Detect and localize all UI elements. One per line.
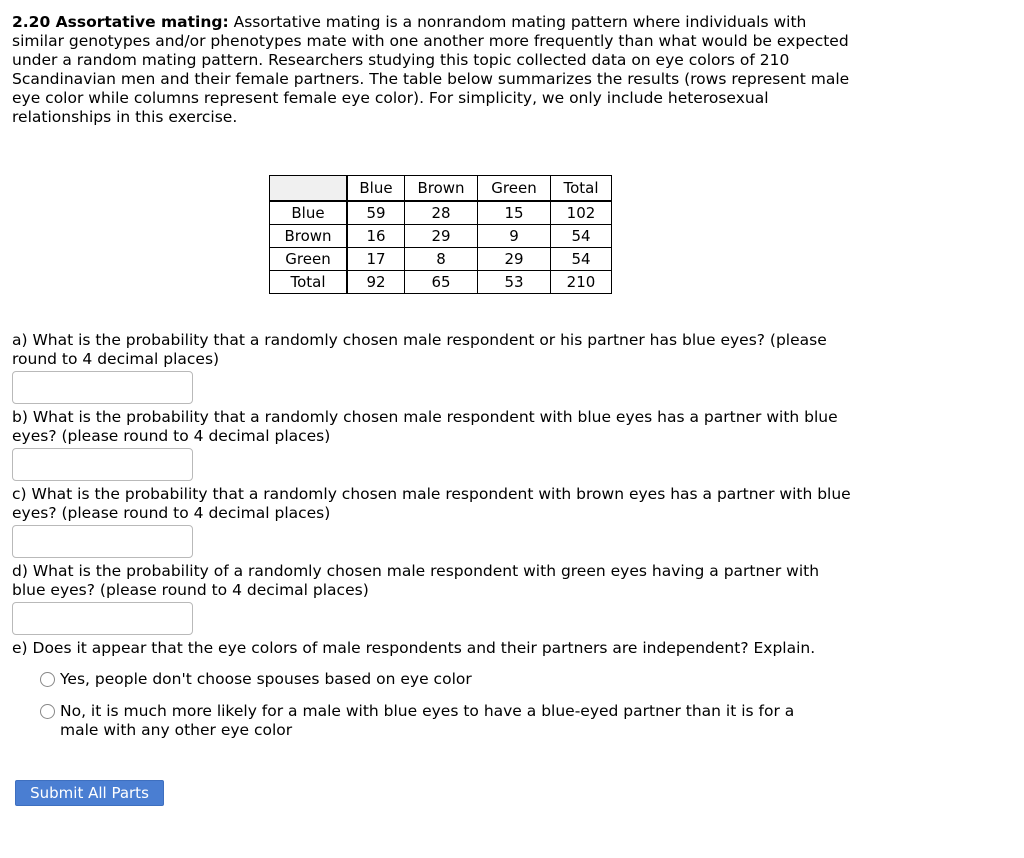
table-row xyxy=(270,248,612,271)
table-row xyxy=(270,201,612,225)
table-cell: 15 xyxy=(478,201,551,225)
option-yes-radio[interactable] xyxy=(40,672,55,687)
table-cell: 102 xyxy=(551,201,612,225)
problem-title: 2.20 Assortative mating: xyxy=(12,13,229,31)
option-yes-label: Yes, people don't choose spouses based on eye color xyxy=(60,670,472,688)
table-header-row xyxy=(270,176,612,202)
table-cell: 28 xyxy=(405,201,478,225)
answer-b-input[interactable] xyxy=(12,448,193,481)
answer-d-input[interactable] xyxy=(12,602,193,635)
table-cell: 210 xyxy=(551,271,612,294)
table-cell: 54 xyxy=(551,225,612,248)
row-header-blue: Blue xyxy=(270,201,348,225)
problem-text: Assortative mating is a nonrandom mating pattern where individuals with similar genotypes and/or phenotypes mate with one another more frequently than what would be expected under a random mating pattern. Researchers studying this topic collected data on eye colors of 210 Scandinavian men and their female partners. The table below summarizes the results (rows represent male eye color while columns represent female eye color). For simplicity, we only include heterosexual relationships in this exercise. xyxy=(12,13,850,126)
table-cell: 29 xyxy=(478,248,551,271)
table-cell: 29 xyxy=(405,225,478,248)
table-cell: 53 xyxy=(478,271,551,294)
table-cell: 16 xyxy=(347,225,405,248)
table-row xyxy=(270,271,612,294)
col-header-blue: Blue xyxy=(347,176,405,202)
row-header-brown: Brown xyxy=(270,225,348,248)
answer-a-input[interactable] xyxy=(12,371,193,404)
eye-color-table xyxy=(269,175,612,294)
option-no-radio[interactable] xyxy=(40,704,55,719)
submit-all-parts-button[interactable]: Submit All Parts xyxy=(15,780,164,806)
table-row xyxy=(270,225,612,248)
table-cell: 65 xyxy=(405,271,478,294)
table-cell: 17 xyxy=(347,248,405,271)
question-a: a) What is the probability that a randomly chosen male respondent or his partner has blue eyes? (please round to 4 decimal places) xyxy=(12,331,827,368)
table-cell: 59 xyxy=(347,201,405,225)
col-header-brown: Brown xyxy=(405,176,478,202)
option-no[interactable] xyxy=(40,702,840,740)
question-c: c) What is the probability that a randomly chosen male respondent with brown eyes has a partner with blue eyes? (please round to 4 decimal places) xyxy=(12,485,851,522)
table-cell: 92 xyxy=(347,271,405,294)
option-yes[interactable] xyxy=(40,670,840,689)
table-cell: 54 xyxy=(551,248,612,271)
answer-c-input[interactable] xyxy=(12,525,193,558)
col-header-total: Total xyxy=(551,176,612,202)
table-cell: 8 xyxy=(405,248,478,271)
col-header-green: Green xyxy=(478,176,551,202)
row-header-total: Total xyxy=(270,271,348,294)
problem-intro xyxy=(12,13,857,127)
row-header-green: Green xyxy=(270,248,348,271)
table-cell: 9 xyxy=(478,225,551,248)
table-corner-cell xyxy=(270,176,348,202)
question-e: e) Does it appear that the eye colors of male respondents and their partners are independent? Explain. xyxy=(12,639,816,657)
question-d: d) What is the probability of a randomly chosen male respondent with green eyes having a partner with blue eyes? (please round to 4 decimal places) xyxy=(12,562,820,599)
question-b: b) What is the probability that a randomly chosen male respondent with blue eyes has a partner with blue eyes? (please round to 4 decimal places) xyxy=(12,408,838,445)
option-no-label: No, it is much more likely for a male with blue eyes to have a blue-eyed partner than it is for a male with any other eye color xyxy=(60,702,795,739)
